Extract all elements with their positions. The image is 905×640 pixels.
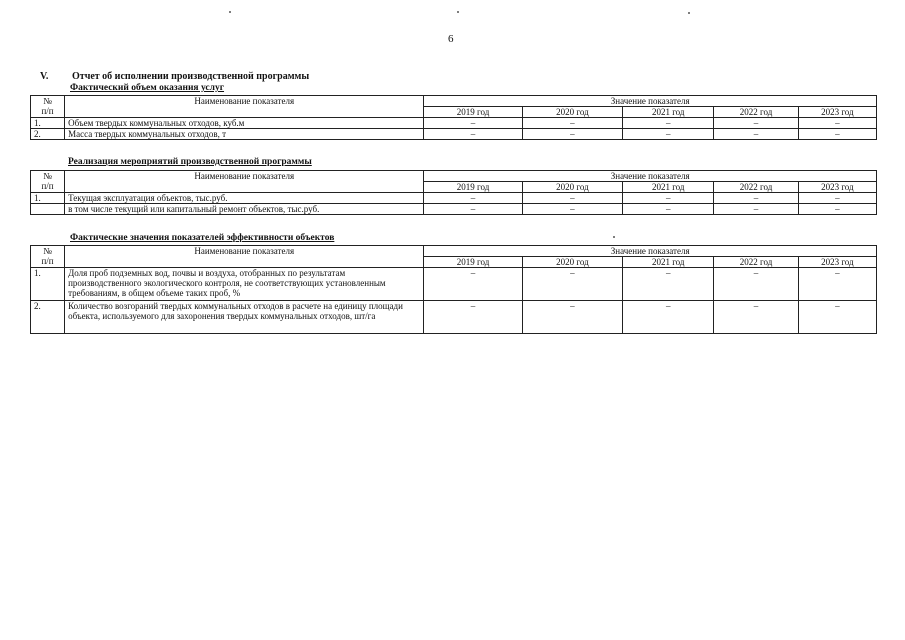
section-title: Отчет об исполнении производственной программы: [72, 71, 310, 82]
row-value: –: [623, 129, 714, 140]
row-value: –: [714, 118, 798, 129]
col-header-year: 2023 год: [798, 182, 876, 193]
col-header-name: Наименование показателя: [65, 171, 424, 193]
table-row: [31, 193, 877, 204]
scan-speck: [613, 236, 615, 238]
row-value: –: [623, 193, 714, 204]
col-header-year: 2022 год: [714, 182, 798, 193]
row-value: –: [714, 204, 798, 215]
row-num: 1.: [31, 118, 65, 129]
row-value: –: [522, 268, 622, 301]
row-value: –: [522, 129, 622, 140]
col-header-year: 2022 год: [714, 257, 798, 268]
col-header-year: 2022 год: [714, 107, 798, 118]
table-row: [31, 301, 877, 334]
col-header-year: 2023 год: [798, 257, 876, 268]
row-value: –: [623, 118, 714, 129]
page-number: 6: [448, 33, 454, 45]
row-num: 1.: [31, 193, 65, 204]
table-row: [31, 129, 877, 140]
row-name: в том числе текущий или капитальный ремонт объектов, тыс.руб.: [65, 204, 424, 215]
col-header-year: 2023 год: [798, 107, 876, 118]
row-name: Объем твердых коммунальных отходов, куб.м: [65, 118, 424, 129]
row-num: 1.: [31, 268, 65, 301]
row-name: Доля проб подземных вод, почвы и воздуха, отобранных по результатам производственного экологического контроля, не соответствующих установленным требованиям, в общем объеме таких проб, %: [65, 268, 424, 301]
table-title-efficiency-indicators: Фактические значения показателей эффективности объектов: [70, 233, 335, 243]
row-name: Количество возгораний твердых коммунальных отходов в расчете на единицу площади объекта, используемого для захоронения твердых коммунальных отходов, шт/га: [65, 301, 424, 334]
table-header-row: [31, 96, 877, 107]
row-name: Масса твердых коммунальных отходов, т: [65, 129, 424, 140]
row-value: –: [714, 301, 798, 334]
table-row: [31, 204, 877, 215]
row-value: –: [623, 204, 714, 215]
row-value: –: [424, 268, 522, 301]
col-header-num: № п/п: [31, 96, 65, 118]
col-header-year: 2019 год: [424, 257, 522, 268]
row-value: –: [798, 301, 876, 334]
row-value: –: [522, 193, 622, 204]
col-header-value-group: Значение показателя: [424, 96, 877, 107]
col-header-year: 2020 год: [522, 257, 622, 268]
row-value: –: [623, 268, 714, 301]
scan-speck: [457, 11, 459, 13]
col-header-value-group: Значение показателя: [424, 171, 877, 182]
row-value: –: [522, 118, 622, 129]
col-header-year: 2021 год: [623, 257, 714, 268]
row-value: –: [522, 204, 622, 215]
section-number: V.: [40, 71, 49, 82]
table-title-program-activities: Реализация мероприятий производственной программы: [68, 157, 312, 167]
row-value: –: [798, 118, 876, 129]
row-value: –: [714, 193, 798, 204]
table-efficiency-indicators: [30, 245, 877, 334]
table-services-volume: [30, 95, 877, 140]
col-header-num: № п/п: [31, 246, 65, 268]
row-value: –: [798, 193, 876, 204]
scan-speck: [229, 11, 231, 13]
row-value: –: [798, 129, 876, 140]
row-value: –: [798, 204, 876, 215]
row-num: 2.: [31, 129, 65, 140]
row-value: –: [424, 204, 522, 215]
row-num: 2.: [31, 301, 65, 334]
row-value: –: [623, 301, 714, 334]
table-header-row: [31, 171, 877, 182]
row-value: –: [424, 193, 522, 204]
col-header-name: Наименование показателя: [65, 246, 424, 268]
col-header-year: 2021 год: [623, 182, 714, 193]
col-header-year: 2020 год: [522, 182, 622, 193]
scan-speck: [688, 12, 690, 14]
col-header-value-group: Значение показателя: [424, 246, 877, 257]
col-header-year: 2020 год: [522, 107, 622, 118]
table-header-row: [31, 246, 877, 257]
table-program-activities: [30, 170, 877, 215]
row-value: –: [424, 129, 522, 140]
row-name: Текущая эксплуатация объектов, тыс.руб.: [65, 193, 424, 204]
row-value: –: [714, 129, 798, 140]
col-header-year: 2019 год: [424, 182, 522, 193]
row-num: [31, 204, 65, 215]
table-title-services-volume: Фактический объем оказания услуг: [70, 83, 225, 93]
table-row: [31, 268, 877, 301]
table-row: [31, 118, 877, 129]
row-value: –: [714, 268, 798, 301]
section-heading: [40, 71, 309, 82]
row-value: –: [798, 268, 876, 301]
col-header-name: Наименование показателя: [65, 96, 424, 118]
col-header-year: 2019 год: [424, 107, 522, 118]
row-value: –: [424, 301, 522, 334]
col-header-year: 2021 год: [623, 107, 714, 118]
col-header-num: № п/п: [31, 171, 65, 193]
row-value: –: [522, 301, 622, 334]
row-value: –: [424, 118, 522, 129]
